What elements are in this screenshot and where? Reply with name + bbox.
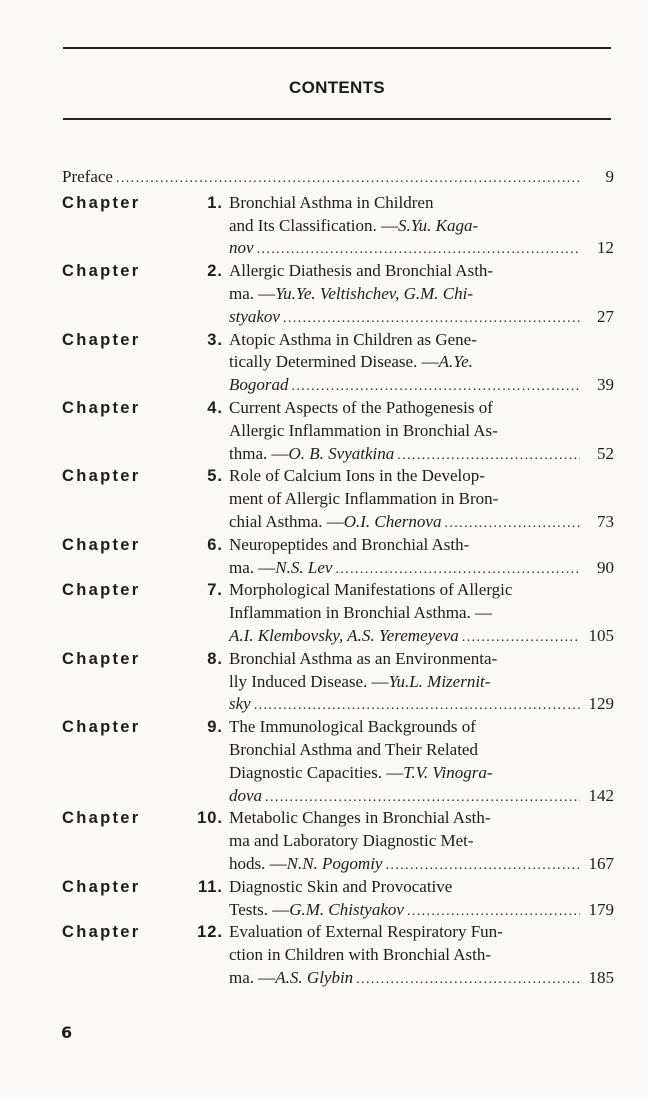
chapter-title-line: Allergic Diathesis and Bronchial Asth-: [229, 261, 494, 281]
chapter-label: Chapter: [62, 467, 141, 486]
chapter-label: Chapter: [62, 330, 141, 349]
chapter-title-line: Neuropeptides and Bronchial Asth-: [229, 534, 470, 554]
chapter-author: O.I. Chernova: [343, 511, 442, 531]
chapter-title-line: Current Aspects of the Pathogenesis of: [229, 397, 493, 417]
leader-dots: [462, 627, 580, 650]
chapter-label: Chapter: [62, 581, 141, 600]
chapter-title-line: ma and Laboratory Diagnostic Met-: [229, 831, 474, 851]
chapter-number: 3.: [207, 330, 223, 349]
chapter-author: S.Yu. Kaga-: [398, 215, 479, 235]
chapter-page: 27: [597, 306, 614, 326]
chapter-label: Chapter: [62, 718, 141, 737]
chapter-number: 10.: [197, 809, 223, 828]
chapter-label: Chapter: [62, 649, 141, 668]
chapter-title-line: The Immunological Backgrounds of: [229, 717, 476, 737]
chapter-page: 12: [597, 238, 614, 258]
toc-entry-chapter-6[interactable]: [62, 534, 614, 580]
chapter-title-line: Atopic Asthma in Children as Gene-: [229, 329, 477, 349]
toc-entry-chapter-9[interactable]: [62, 716, 614, 807]
leader-dots: [292, 376, 581, 399]
page-title: CONTENTS: [289, 78, 385, 97]
leader-dots: [257, 239, 580, 262]
leader-dots: [407, 901, 580, 924]
leader-dots: [335, 559, 580, 582]
leader-dots: [385, 855, 580, 878]
leader-dots: [444, 513, 580, 536]
preface-label: Preface: [62, 167, 113, 186]
chapter-title-line: hods. —: [229, 853, 287, 873]
toc-entry-chapter-8[interactable]: [62, 648, 614, 716]
chapter-author: Yu.L. Mizernit-: [388, 671, 491, 691]
chapter-page: 90: [597, 557, 614, 577]
chapter-page: 129: [588, 694, 614, 714]
chapter-author: G.M. Chistyakov: [289, 899, 404, 919]
chapter-number: 9.: [207, 718, 223, 737]
toc-entry-chapter-4[interactable]: [62, 397, 614, 465]
chapter-page: 52: [597, 443, 614, 463]
chapter-title-line: ma. —: [229, 557, 276, 577]
chapter-number: 1.: [207, 193, 223, 212]
chapter-title-line: Bronchial Asthma and Their Related: [229, 739, 478, 759]
chapter-author: T.V. Vinogra-: [403, 762, 493, 782]
toc-entry-chapter-7[interactable]: [62, 579, 614, 647]
chapter-list: [62, 192, 614, 990]
chapter-label: Chapter: [62, 398, 141, 417]
chapter-title-line: Evaluation of External Respiratory Fun-: [229, 922, 503, 942]
leader-dots: [356, 969, 580, 992]
toc-entry-chapter-12[interactable]: [62, 921, 614, 989]
chapter-page: 185: [588, 967, 614, 987]
chapter-author: N.S. Lev: [275, 557, 333, 577]
chapter-title-line: tically Determined Disease. —: [229, 352, 439, 372]
chapter-author: O. B. Svyatkina: [288, 443, 395, 463]
leader-dots: [283, 308, 580, 331]
chapter-label: Chapter: [62, 877, 141, 896]
chapter-title-line: Tests. —: [229, 899, 290, 919]
chapter-number: 12.: [197, 923, 223, 942]
toc-entry-chapter-2[interactable]: [62, 260, 614, 328]
chapter-author: nov: [229, 238, 254, 258]
chapter-title-line: thma. —: [229, 443, 289, 463]
toc-entry-chapter-10[interactable]: [62, 807, 614, 875]
chapter-page: 142: [588, 785, 614, 805]
chapter-title-line: Bronchial Asthma as an Environmenta-: [229, 648, 498, 668]
chapter-title-line: Role of Calcium Ions in the Develop-: [229, 466, 485, 486]
chapter-page: 73: [597, 511, 614, 531]
chapter-page: 167: [588, 853, 614, 873]
chapter-label: Chapter: [62, 262, 141, 281]
chapter-label: Chapter: [62, 923, 141, 942]
chapter-author: A.Ye.: [438, 352, 473, 372]
toc-entry-chapter-5[interactable]: [62, 465, 614, 533]
bottom-rule: [63, 118, 611, 120]
top-rule: [63, 47, 611, 49]
chapter-title-line: Morphological Manifestations of Allergic: [229, 580, 513, 600]
leader-dots: [265, 787, 580, 810]
chapter-page: 179: [588, 899, 614, 919]
chapter-title-line: chial Asthma. —: [229, 511, 344, 531]
chapter-author: N.N. Pogomiy: [286, 853, 383, 873]
toc-entry-chapter-1[interactable]: [62, 192, 614, 260]
chapter-number: 2.: [207, 262, 223, 281]
chapter-author: sky: [229, 694, 251, 714]
chapter-title-line: lly Induced Disease. —: [229, 671, 389, 691]
chapter-author: A.S. Glybin: [275, 967, 354, 987]
chapter-number: 6.: [207, 535, 223, 554]
leader-dots: [254, 695, 580, 718]
chapter-label: Chapter: [62, 193, 141, 212]
chapter-author: Yu.Ye. Veltishchev, G.M. Chi-: [275, 283, 473, 303]
chapter-title-line: ction in Children with Bronchial Asth-: [229, 945, 492, 965]
chapter-number: 7.: [207, 581, 223, 600]
chapter-title-line: Bronchial Asthma in Children: [229, 192, 434, 212]
chapter-title-line: Metabolic Changes in Bronchial Asth-: [229, 808, 491, 828]
chapter-title-line: Diagnostic Capacities. —: [229, 762, 404, 782]
page-number: 6: [61, 1023, 73, 1042]
toc-entry-preface[interactable]: [62, 166, 614, 189]
chapter-author: A.I. Klembovsky, A.S. Yeremeyeva: [229, 625, 459, 645]
leader-dots: [397, 445, 580, 468]
chapter-number: 8.: [207, 649, 223, 668]
chapter-title-line: Inflammation in Bronchial Asthma. —: [229, 603, 492, 623]
chapter-title-line: ma. —: [229, 967, 276, 987]
chapter-author: dova: [229, 785, 263, 805]
table-of-contents: [62, 166, 614, 990]
chapter-author: Bogorad: [229, 375, 289, 395]
chapter-title-line: ma. —: [229, 283, 276, 303]
chapter-label: Chapter: [62, 809, 141, 828]
chapter-title-line: ment of Allergic Inflammation in Bron-: [229, 489, 499, 509]
chapter-number: 5.: [207, 467, 223, 486]
chapter-label: Chapter: [62, 535, 141, 554]
chapter-page: 39: [597, 375, 614, 395]
chapter-title-line: Diagnostic Skin and Provocative: [229, 876, 453, 896]
toc-entry-chapter-11[interactable]: [62, 876, 614, 922]
preface-page: 9: [605, 167, 614, 186]
chapter-author: styakov: [229, 306, 280, 326]
chapter-number: 11.: [197, 877, 223, 896]
chapter-page: 105: [588, 625, 614, 645]
toc-entry-chapter-3[interactable]: [62, 329, 614, 397]
leader-dots: [116, 168, 580, 191]
chapter-title-line: Allergic Inflammation in Bronchial As-: [229, 420, 498, 440]
chapter-number: 4.: [207, 398, 223, 417]
chapter-title-line: and Its Classification. —: [229, 215, 399, 235]
